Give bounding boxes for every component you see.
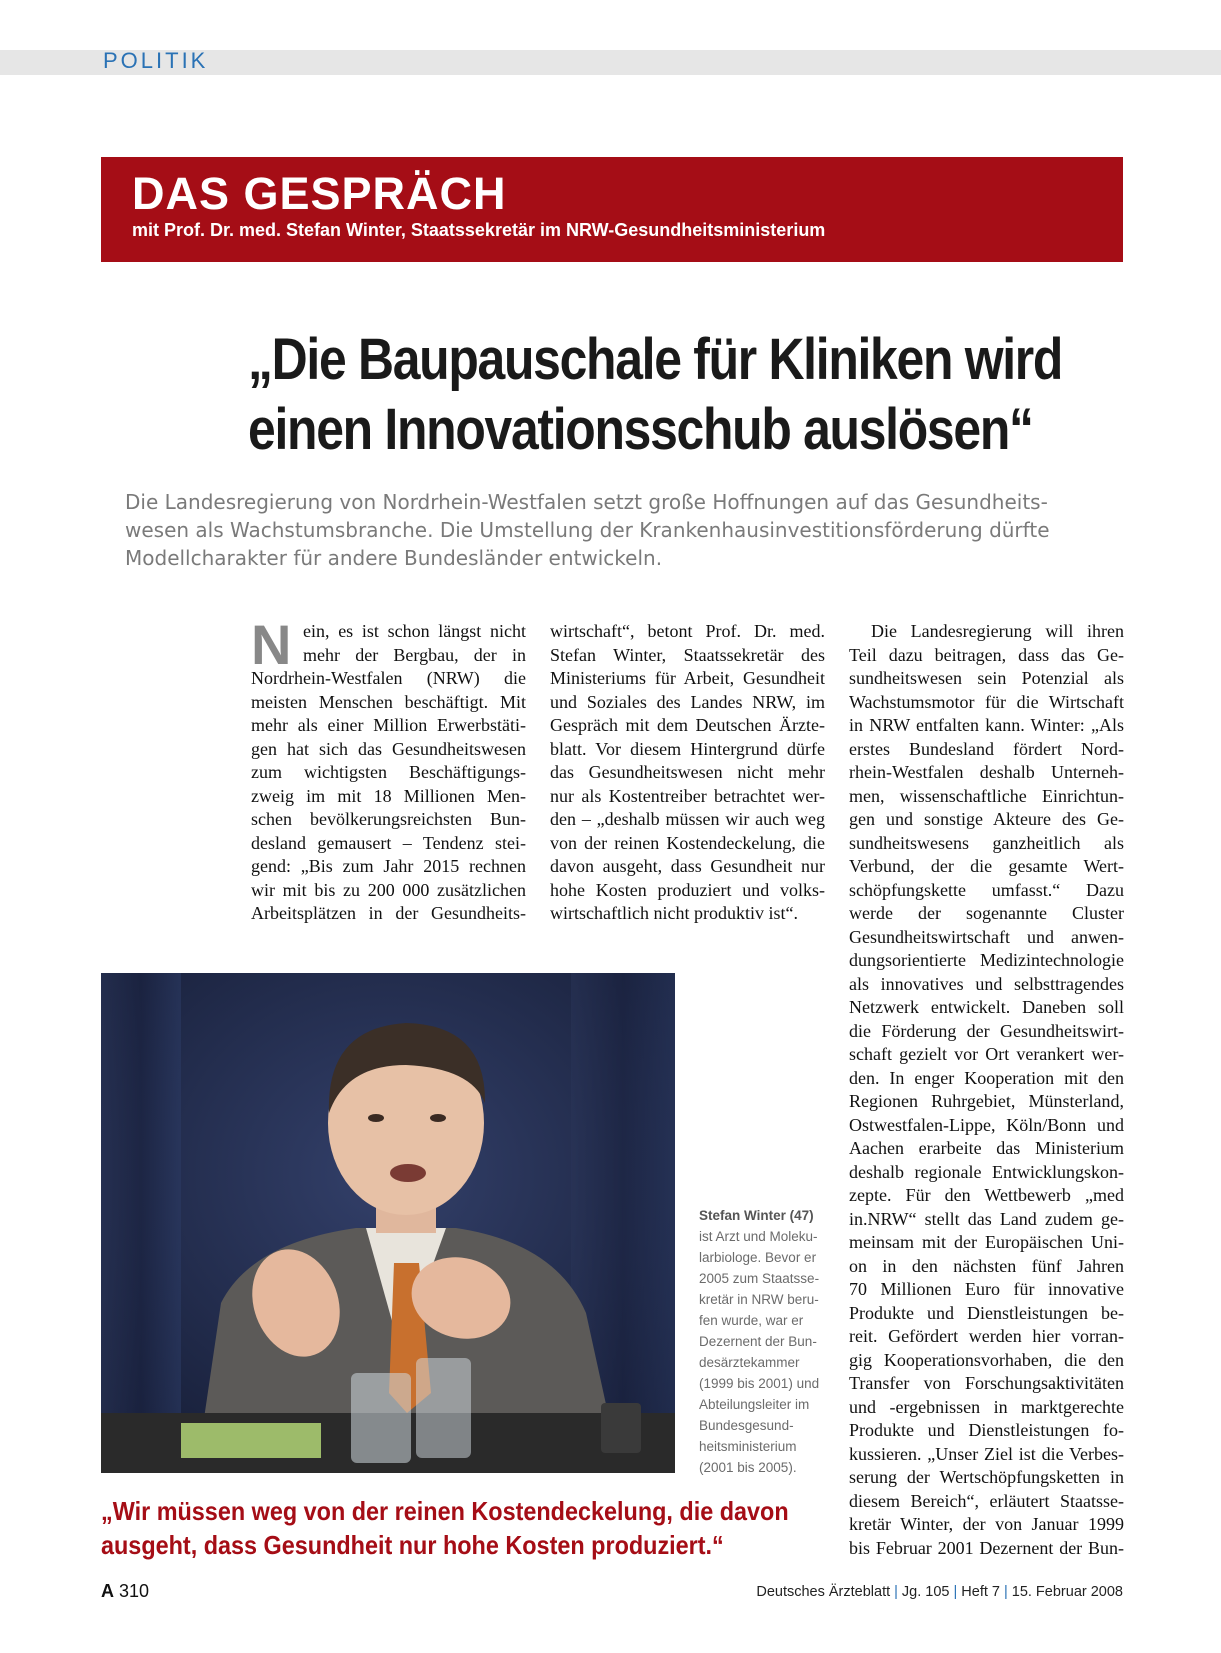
text-line: hohe Kosten produziert und volks- xyxy=(550,879,825,900)
text-line: Nordrhein-Westfalen (NRW) die xyxy=(251,668,526,688)
text-line: sundheitswesen sein Potenzial als xyxy=(849,668,1124,688)
journal-date: 15. Februar 2008 xyxy=(1011,1584,1123,1600)
text-line: men, wissenschaftliche Einrichtun- xyxy=(849,785,1124,806)
text-column-3 xyxy=(849,620,1124,1560)
footer-divider: | xyxy=(894,1584,898,1600)
headline-line: „Die Baupauschale für Kliniken wird xyxy=(248,327,1063,392)
caption-line: kretär in NRW beru- xyxy=(699,1292,819,1307)
caption-line: desärztekammer xyxy=(699,1355,800,1370)
lead-line: Modellcharakter für andere Bundesländer entwickeln. xyxy=(125,546,663,570)
lead-line: wesen als Wachstumsbranche. Die Umstellung der Krankenhausinvestitionsförderung dürfte xyxy=(125,518,1050,542)
text-line: desland gemausert – Tendenz stei- xyxy=(251,832,526,853)
section-label: POLITIK xyxy=(103,48,209,73)
text-line: Teil dazu beitragen, dass das Ge- xyxy=(849,644,1124,665)
text-line: kussieren. „Unser Ziel ist die Verbes- xyxy=(849,1443,1124,1464)
text-line: gen hat sich das Gesundheitswesen xyxy=(251,738,526,759)
banner-subtitle: mit Prof. Dr. med. Stefan Winter, Staatssekretär im NRW-Gesundheitsministerium xyxy=(132,220,826,240)
caption-line: 2005 zum Staatsse- xyxy=(699,1271,820,1286)
headline-line: einen Innovationsschub auslösen“ xyxy=(248,397,1033,462)
text-column-1 xyxy=(251,613,526,926)
lead-line: Die Landesregierung von Nordrhein-Westfalen setzt große Hoffnungen auf das Gesundheits- xyxy=(125,490,1048,514)
text-line: kretär Winter, der von Januar 1999 xyxy=(849,1514,1124,1534)
text-line: erstes Bundesland fördert Nord- xyxy=(849,738,1124,759)
text-line: in.NRW“ stellt das Land zudem ge- xyxy=(849,1208,1124,1229)
text-line: dungsorientierte Medizintechnologie xyxy=(849,950,1124,970)
text-line: Ministeriums für Arbeit, Gesundheit xyxy=(550,668,825,688)
page-number xyxy=(101,1581,149,1602)
text-line: diesem Bereich“, erläutert Staatsse- xyxy=(849,1490,1124,1511)
drop-cap: N xyxy=(251,613,292,676)
caption-line: (2001 bis 2005). xyxy=(699,1460,797,1475)
caption-line: Abteilungsleiter im xyxy=(699,1397,810,1412)
text-line: mehr der Bergbau, der in xyxy=(303,644,526,665)
text-line: zum wichtigsten Beschäftigungs- xyxy=(251,762,526,782)
text-line: serung der Wertschöpfungsketten in xyxy=(849,1467,1124,1487)
text-line: meisten Menschen beschäftigt. Mit xyxy=(251,691,526,712)
pull-quote-line: „Wir müssen weg von der reinen Kostendeckelung, die davon xyxy=(101,1496,789,1526)
text-line: von der reinen Kostendeckelung, die xyxy=(550,832,825,853)
text-line: als innovatives und selbsttragendes xyxy=(849,973,1124,994)
caption-line: heitsministerium xyxy=(699,1439,797,1454)
pull-quote xyxy=(101,1494,789,1562)
footer-divider: | xyxy=(1003,1584,1008,1600)
photo-caption xyxy=(699,1205,829,1478)
caption-name: Stefan Winter (47) xyxy=(699,1208,814,1223)
text-line: wirtschaftlich nicht produktiv ist“. xyxy=(550,903,798,923)
caption-line: Dezernent der Bun- xyxy=(699,1334,817,1349)
text-line: davon ausgeht, dass Gesundheit nur xyxy=(550,856,825,876)
caption-line: larbiologe. Bevor er xyxy=(699,1250,817,1265)
text-line: Aachen erarbeite das Ministerium xyxy=(849,1138,1124,1158)
text-line: zweig im mit 18 Millionen Men- xyxy=(251,785,526,806)
text-line: Gesundheitswirtschaft und anwen- xyxy=(849,926,1124,947)
text-line: Arbeitsplätzen in der Gesundheits- xyxy=(251,903,526,923)
text-line: blatt. Vor diesem Hintergrund dürfe xyxy=(550,738,825,759)
text-line: gig Kooperationsvorhaben, die den xyxy=(849,1349,1124,1370)
text-line: nur als Kostentreiber betrachtet wer- xyxy=(550,785,825,806)
text-line: wir mit bis zu 200 000 zusätzlichen xyxy=(251,879,526,900)
text-line: sundheitswesens ganzheitlich als xyxy=(849,832,1124,853)
text-line: Ostwestfalen-Lippe, Köln/Bonn und xyxy=(849,1114,1124,1135)
text-line: gen und sonstige Akteure des Ge- xyxy=(849,809,1124,829)
text-line: schen bevölkerungsreichsten Bun- xyxy=(251,809,526,829)
journal-issue: Heft 7 xyxy=(961,1584,1000,1600)
text-column-2 xyxy=(550,620,825,926)
journal-volume: Jg. 105 xyxy=(901,1584,950,1600)
article-headline xyxy=(248,325,1063,465)
text-line: zepte. Für den Wettbewerb „med xyxy=(849,1185,1124,1205)
text-line: ein, es ist schon längst nicht xyxy=(303,621,526,641)
text-line: Stefan Winter, Staatssekretär des xyxy=(550,644,825,665)
text-line: on in den nächsten fünf Jahren xyxy=(849,1255,1124,1276)
journal-footer xyxy=(756,1584,1123,1600)
text-line: Regionen Ruhrgebiet, Münsterland, xyxy=(849,1091,1124,1111)
text-line: die Förderung der Gesundheitswirt- xyxy=(849,1020,1124,1041)
text-line: Produkte und Dienstleistungen fo- xyxy=(849,1420,1124,1440)
text-line: und Soziales des Landes NRW, im xyxy=(550,691,825,712)
lead-paragraph xyxy=(125,488,1125,572)
text-line: Produkte und Dienstleistungen be- xyxy=(849,1302,1124,1323)
text-line: Transfer von Forschungsaktivitäten xyxy=(849,1373,1124,1393)
text-line: in NRW entfalten kann. Winter: „Als xyxy=(849,715,1124,735)
text-line: und -ergebnissen in marktgerechte xyxy=(849,1396,1124,1417)
text-line: schaft gezielt vor Ort verankert wer- xyxy=(849,1044,1124,1064)
text-line: schöpfungskette umfasst.“ Dazu xyxy=(849,879,1124,900)
banner-title: DAS GESPRÄCH xyxy=(132,168,507,219)
page-number-value: 310 xyxy=(119,1581,150,1601)
caption-line: fen wurde, war er xyxy=(699,1313,804,1328)
caption-line: Bundesgesund- xyxy=(699,1418,794,1433)
caption-line: ist Arzt und Moleku- xyxy=(699,1229,818,1244)
text-line: den. In enger Kooperation mit den xyxy=(849,1067,1124,1088)
interview-banner xyxy=(101,157,1123,262)
caption-line: (1999 bis 2001) und xyxy=(699,1376,820,1391)
text-line: mehr als einer Million Erwerbstäti- xyxy=(251,715,526,735)
page-prefix: A xyxy=(101,1581,114,1601)
text-line: bis Februar 2001 Dezernent der Bun- xyxy=(849,1537,1124,1558)
text-line: Wachstumsmotor für die Wirtschaft xyxy=(849,691,1124,712)
pull-quote-line: ausgeht, dass Gesundheit nur hohe Kosten produziert.“ xyxy=(101,1530,724,1560)
text-line: gend: „Bis zum Jahr 2015 rechnen xyxy=(251,856,526,876)
text-line: meinsam mit der Europäischen Uni- xyxy=(849,1232,1124,1252)
footer-divider: | xyxy=(953,1584,958,1600)
portrait-illustration xyxy=(101,973,675,1473)
text-line: deshalb regionale Entwicklungskon- xyxy=(849,1161,1124,1182)
journal-name: Deutsches Ärzteblatt xyxy=(756,1584,891,1600)
text-line: rhein-Westfalen deshalb Unterneh- xyxy=(849,762,1124,782)
text-line: Netzwerk entwickelt. Daneben soll xyxy=(849,997,1124,1017)
text-line: Verbund, der die gesamte Wert- xyxy=(849,856,1124,876)
text-line: das Gesundheitswesen nicht mehr xyxy=(550,762,825,782)
text-line: 70 Millionen Euro für innovative xyxy=(849,1279,1124,1299)
text-line: Gespräch mit dem Deutschen Ärzte- xyxy=(550,715,825,735)
text-line: reit. Gefördert werden hier vorran- xyxy=(849,1326,1124,1346)
text-line: den – „deshalb müssen wir auch weg xyxy=(550,809,825,829)
portrait-photo xyxy=(101,973,675,1473)
text-line: werde der sogenannte Cluster xyxy=(849,903,1124,923)
text-line: wirtschaft“, betont Prof. Dr. med. xyxy=(550,621,825,641)
text-line: Die Landesregierung will ihren xyxy=(871,621,1124,641)
